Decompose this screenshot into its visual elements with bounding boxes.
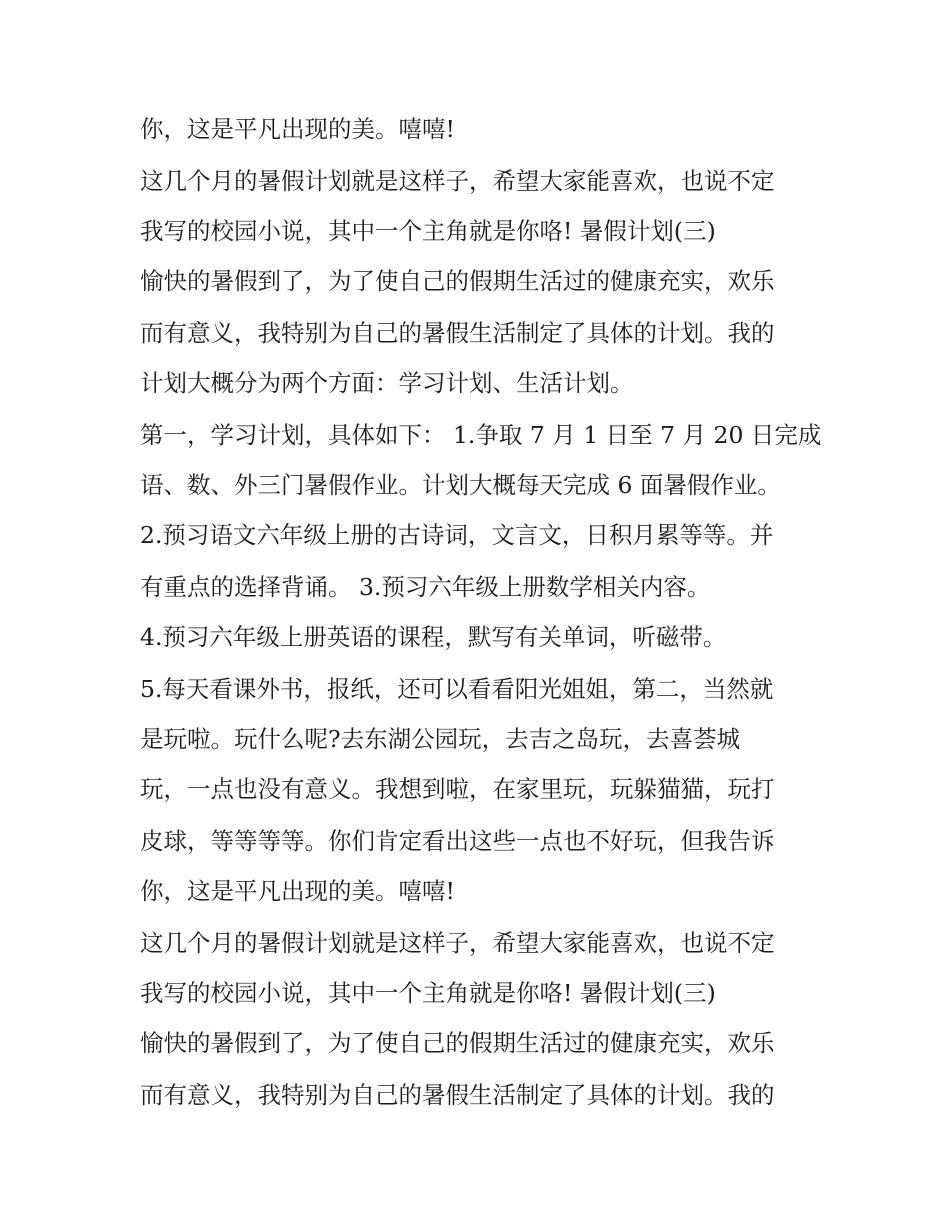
text-line: 2.预习语文六年级上册的古诗词，文言文，日积月累等等。并 bbox=[140, 521, 774, 549]
text-line: 而有意义，我特别为自己的暑假生活制定了具体的计划。我的 bbox=[140, 1081, 775, 1109]
text-line: 愉快的暑假到了，为了使自己的假期生活过的健康充实，欢乐 bbox=[140, 1029, 775, 1057]
text-line: 愉快的暑假到了，为了使自己的假期生活过的健康充实，欢乐 bbox=[140, 267, 775, 295]
text-line: 你，这是平凡出现的美。嘻嘻! bbox=[140, 115, 455, 143]
text-line: 这几个月的暑假计划就是这样子，希望大家能喜欢，也说不定 bbox=[140, 167, 775, 195]
text-line: 计划大概分为两个方面：学习计划、生活计划。 bbox=[140, 369, 634, 397]
text-line: 4.预习六年级上册英语的课程，默写有关单词，听磁带。 bbox=[140, 623, 727, 651]
text-line: 皮球，等等等等。你们肯定看出这些一点也不好玩，但我告诉 bbox=[140, 827, 775, 855]
text-line: 玩，一点也没有意义。我想到啦，在家里玩，玩躲猫猫，玩打 bbox=[140, 775, 775, 803]
text-line: 语、数、外三门暑假作业。计划大概每天完成 6 面暑假作业。 bbox=[140, 471, 781, 499]
text-line: 有重点的选择背诵。 3.预习六年级上册数学相关内容。 bbox=[140, 573, 711, 601]
text-line: 我写的校园小说，其中一个主角就是你咯! 暑假计划(三) bbox=[140, 979, 716, 1007]
text-line: 我写的校园小说，其中一个主角就是你咯! 暑假计划(三) bbox=[140, 217, 716, 245]
text-line: 而有意义，我特别为自己的暑假生活制定了具体的计划。我的 bbox=[140, 319, 775, 347]
text-line: 你，这是平凡出现的美。嘻嘻! bbox=[140, 877, 455, 905]
text-line: 第一，学习计划，具体如下： 1.争取 7 月 1 日至 7 月 20 日完成 bbox=[140, 421, 822, 449]
text-line: 5.每天看课外书，报纸，还可以看看阳光姐姐，第二，当然就 bbox=[140, 675, 774, 703]
text-line: 是玩啦。玩什么呢?去东湖公园玩，去吉之岛玩，去喜荟城 bbox=[140, 725, 741, 753]
text-line: 这几个月的暑假计划就是这样子，希望大家能喜欢，也说不定 bbox=[140, 929, 775, 957]
